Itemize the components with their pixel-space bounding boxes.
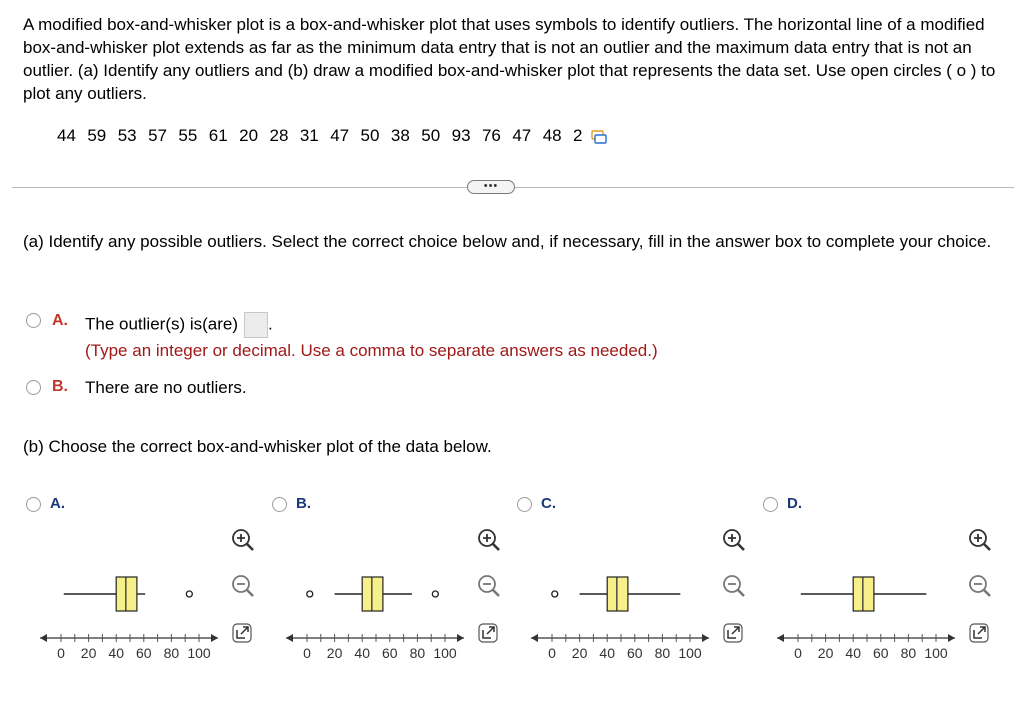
tick-label: 20 [571, 645, 588, 661]
outlier-point [432, 591, 438, 597]
popout-icon[interactable] [233, 624, 251, 642]
part-a-title: (a) Identify any possible outliers. Select the correct choice below and, if necessary, fill in the answer box to complete your choice. [23, 232, 992, 251]
tick-label: 0 [548, 645, 556, 661]
tick-label: 80 [654, 645, 671, 661]
tick-label: 0 [794, 645, 802, 661]
zoom-in-icon[interactable] [724, 530, 744, 550]
option-a-period: . [268, 314, 273, 334]
tick-label: 80 [900, 645, 917, 661]
option-a-row [85, 312, 273, 338]
zoom-in-icon[interactable] [970, 530, 990, 550]
axis-arrow-right [457, 634, 464, 642]
zoom-in-icon[interactable] [233, 530, 253, 550]
tick-label: 80 [409, 645, 426, 661]
option-a-letter: A. [52, 312, 68, 329]
tick-label: 60 [382, 645, 398, 661]
plot-option-c [517, 494, 757, 674]
outlier-point [186, 591, 192, 597]
tick-label: 0 [57, 645, 65, 661]
plot-option-b [272, 494, 512, 674]
option-b-text: There are no outliers. [85, 378, 247, 397]
tick-label: 40 [108, 645, 124, 661]
plot-option-d [763, 494, 1003, 674]
zoom-out-icon[interactable] [724, 576, 744, 596]
tick-label: 20 [80, 645, 97, 661]
copy-data-icon[interactable] [591, 129, 607, 143]
radio-plot-c[interactable] [517, 497, 532, 512]
part-b-title: (b) Choose the correct box-and-whisker plot of the data below. [23, 437, 492, 456]
axis-arrow-left [531, 634, 538, 642]
outlier-point [552, 591, 558, 597]
radio-plot-d[interactable] [763, 497, 778, 512]
plot-b-letter: B. [296, 495, 311, 512]
expand-more-button[interactable]: ••• [467, 180, 515, 194]
option-a-hint: (Type an integer or decimal. Use a comma to separate answers as needed.) [85, 341, 658, 360]
zoom-out-icon[interactable] [479, 576, 499, 596]
plot-c-letter: C. [541, 495, 556, 512]
box-iqr [853, 577, 874, 611]
radio-plot-b[interactable] [272, 497, 287, 512]
popout-icon[interactable] [724, 624, 742, 642]
popout-icon[interactable] [479, 624, 497, 642]
zoom-out-icon[interactable] [233, 576, 253, 596]
tick-label: 100 [924, 645, 948, 661]
tick-label: 40 [599, 645, 615, 661]
box-iqr [116, 577, 137, 611]
data-set-values: 44 59 53 57 55 61 20 28 31 47 50 38 50 93 76 47 48 2 [57, 126, 583, 145]
axis-arrow-left [777, 634, 784, 642]
tick-label: 40 [845, 645, 861, 661]
tick-label: 60 [136, 645, 152, 661]
tick-label: 0 [303, 645, 311, 661]
box-iqr [362, 577, 383, 611]
tick-label: 40 [354, 645, 370, 661]
plot-option-a [26, 494, 266, 674]
axis-arrow-right [948, 634, 955, 642]
axis-arrow-left [286, 634, 293, 642]
plot-a-letter: A. [50, 495, 65, 512]
option-a-text: The outlier(s) is(are) [85, 314, 239, 334]
data-set [57, 126, 607, 146]
tick-label: 60 [873, 645, 889, 661]
radio-option-b[interactable] [26, 380, 41, 395]
boxplot-a [26, 494, 266, 674]
popout-icon[interactable] [970, 624, 988, 642]
outlier-answer-input[interactable] [244, 312, 268, 338]
axis-arrow-right [702, 634, 709, 642]
tick-label: 60 [627, 645, 643, 661]
tick-label: 20 [817, 645, 834, 661]
option-b-letter: B. [52, 378, 68, 395]
tick-label: 80 [163, 645, 180, 661]
radio-option-a[interactable] [26, 313, 41, 328]
radio-plot-a[interactable] [26, 497, 41, 512]
tick-label: 100 [433, 645, 457, 661]
tick-label: 100 [678, 645, 702, 661]
plot-d-letter: D. [787, 495, 802, 512]
tick-label: 20 [326, 645, 343, 661]
question-intro: A modified box-and-whisker plot is a box-and-whisker plot that uses symbols to identify outliers. The horizontal line of a modified box-and-whisker plot extends as far as the minimum data entry that is not an outlier and the maximum data entry that is not an outlier. (a) Identify any outliers and (b) draw a modified box-and-whisker plot that represents the data set. Use open circles ( o ) to plot any outliers. [23, 15, 996, 103]
zoom-in-icon[interactable] [479, 530, 499, 550]
zoom-out-icon[interactable] [970, 576, 990, 596]
axis-arrow-right [211, 634, 218, 642]
boxplot-d [763, 494, 1003, 674]
box-iqr [607, 577, 628, 611]
boxplot-b [272, 494, 512, 674]
axis-arrow-left [40, 634, 47, 642]
outlier-point [307, 591, 313, 597]
tick-label: 100 [187, 645, 211, 661]
boxplot-c [517, 494, 757, 674]
